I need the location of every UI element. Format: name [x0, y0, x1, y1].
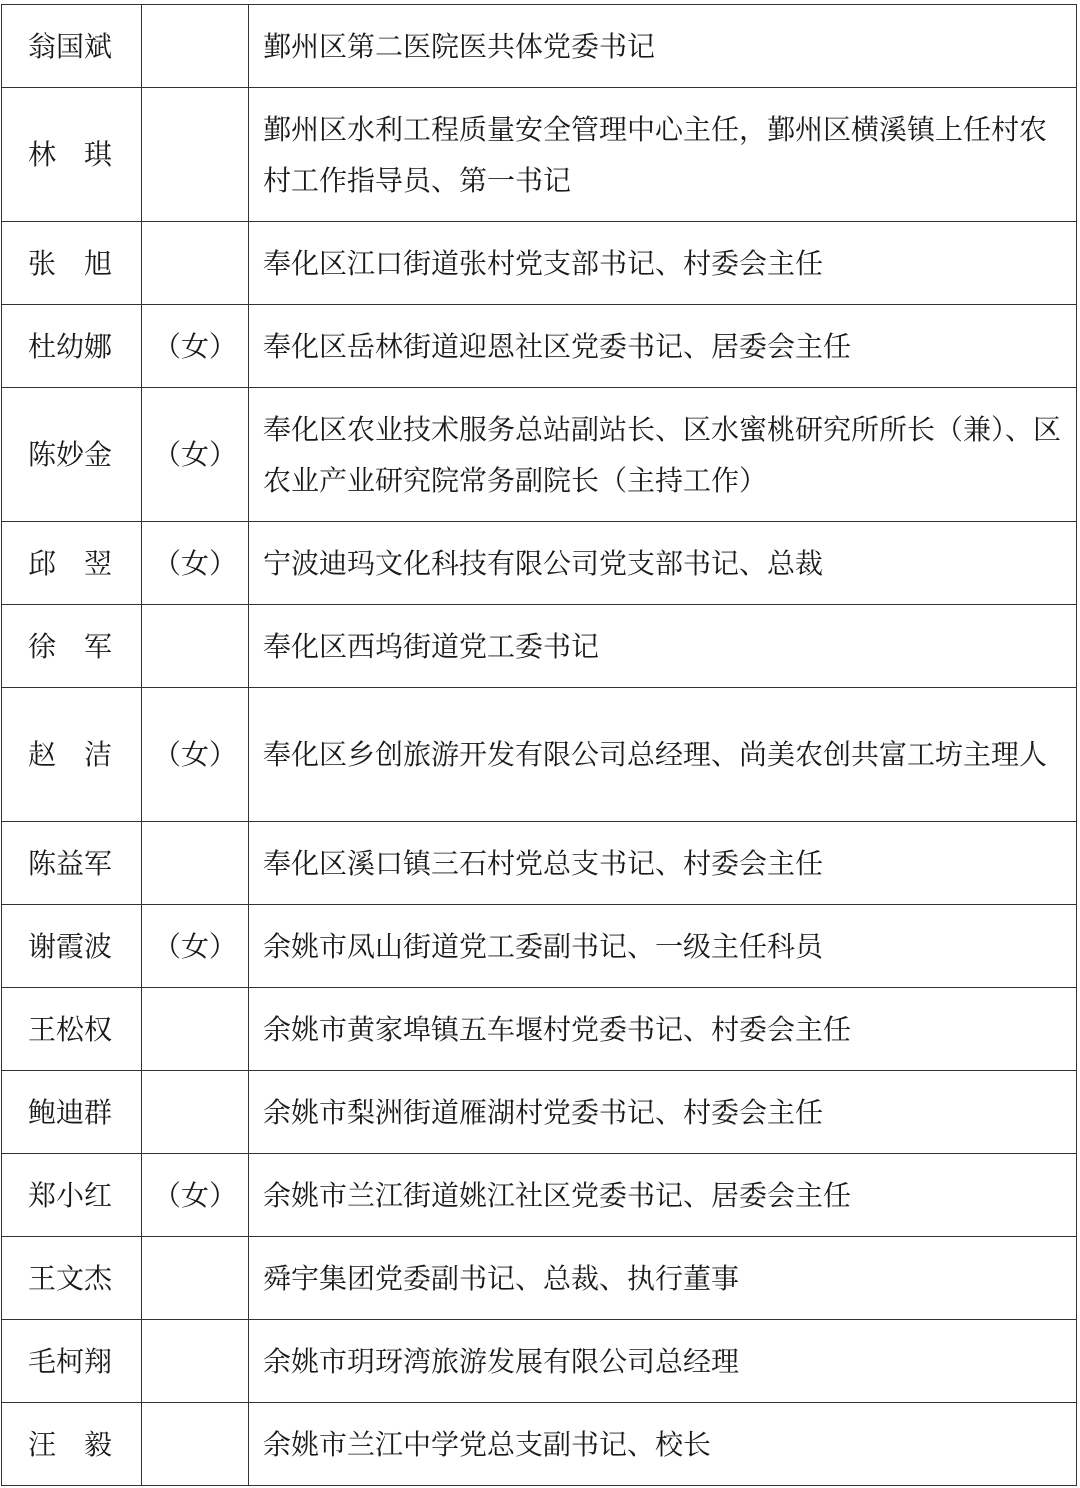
person-name: 郑小红	[2, 1154, 142, 1237]
gender-note: （女）	[142, 1154, 249, 1237]
position-title: 宁波迪玛文化科技有限公司党支部书记、总裁	[249, 522, 1077, 605]
person-name: 徐 军	[2, 605, 142, 688]
gender-note	[142, 822, 249, 905]
table-row	[2, 522, 1077, 605]
position-title: 奉化区岳林街道迎恩社区党委书记、居委会主任	[249, 305, 1077, 388]
person-name: 王松权	[2, 988, 142, 1071]
position-title: 奉化区溪口镇三石村党总支书记、村委会主任	[249, 822, 1077, 905]
position-title: 余姚市兰江街道姚江社区党委书记、居委会主任	[249, 1154, 1077, 1237]
table-row	[2, 88, 1077, 222]
gender-note	[142, 605, 249, 688]
person-name: 陈妙金	[2, 388, 142, 522]
table-row	[2, 222, 1077, 305]
table-row	[2, 1320, 1077, 1403]
gender-note	[142, 988, 249, 1071]
position-title: 奉化区江口街道张村党支部书记、村委会主任	[249, 222, 1077, 305]
person-name: 鲍迪群	[2, 1071, 142, 1154]
table-row	[2, 305, 1077, 388]
position-title: 鄞州区水利工程质量安全管理中心主任，鄞州区横溪镇上任村农村工作指导员、第一书记	[249, 88, 1077, 222]
gender-note: （女）	[142, 905, 249, 988]
position-title: 舜宇集团党委副书记、总裁、执行董事	[249, 1237, 1077, 1320]
gender-note: （女）	[142, 388, 249, 522]
table-row	[2, 1403, 1077, 1486]
table-row	[2, 688, 1077, 822]
gender-note	[142, 88, 249, 222]
person-name: 杜幼娜	[2, 305, 142, 388]
person-name: 谢霞波	[2, 905, 142, 988]
table-row	[2, 5, 1077, 88]
table-row	[2, 822, 1077, 905]
person-name: 汪 毅	[2, 1403, 142, 1486]
table-row	[2, 905, 1077, 988]
table-row	[2, 605, 1077, 688]
position-title: 奉化区农业技术服务总站副站长、区水蜜桃研究所所长（兼）、区农业产业研究院常务副院长（主持工作）	[249, 388, 1077, 522]
table-row	[2, 1071, 1077, 1154]
person-name: 张 旭	[2, 222, 142, 305]
position-title: 奉化区西坞街道党工委书记	[249, 605, 1077, 688]
position-title: 鄞州区第二医院医共体党委书记	[249, 5, 1077, 88]
person-name: 邱 翌	[2, 522, 142, 605]
position-title: 余姚市凤山街道党工委副书记、一级主任科员	[249, 905, 1077, 988]
gender-note	[142, 1237, 249, 1320]
person-name: 陈益军	[2, 822, 142, 905]
gender-note	[142, 1320, 249, 1403]
gender-note	[142, 5, 249, 88]
position-title: 余姚市梨洲街道雁湖村党委书记、村委会主任	[249, 1071, 1077, 1154]
person-name: 赵 洁	[2, 688, 142, 822]
roster-table	[1, 4, 1077, 1486]
table-row	[2, 1154, 1077, 1237]
person-name: 毛柯翔	[2, 1320, 142, 1403]
position-title: 余姚市兰江中学党总支副书记、校长	[249, 1403, 1077, 1486]
position-title: 余姚市玥玡湾旅游发展有限公司总经理	[249, 1320, 1077, 1403]
gender-note: （女）	[142, 688, 249, 822]
table-row	[2, 1237, 1077, 1320]
position-title: 余姚市黄家埠镇五车堰村党委书记、村委会主任	[249, 988, 1077, 1071]
gender-note: （女）	[142, 305, 249, 388]
table-row	[2, 388, 1077, 522]
gender-note	[142, 1071, 249, 1154]
person-name: 翁国斌	[2, 5, 142, 88]
person-name: 林 琪	[2, 88, 142, 222]
position-title: 奉化区乡创旅游开发有限公司总经理、尚美农创共富工坊主理人	[249, 688, 1077, 822]
gender-note	[142, 1403, 249, 1486]
person-name: 王文杰	[2, 1237, 142, 1320]
gender-note	[142, 222, 249, 305]
gender-note: （女）	[142, 522, 249, 605]
table-row	[2, 988, 1077, 1071]
